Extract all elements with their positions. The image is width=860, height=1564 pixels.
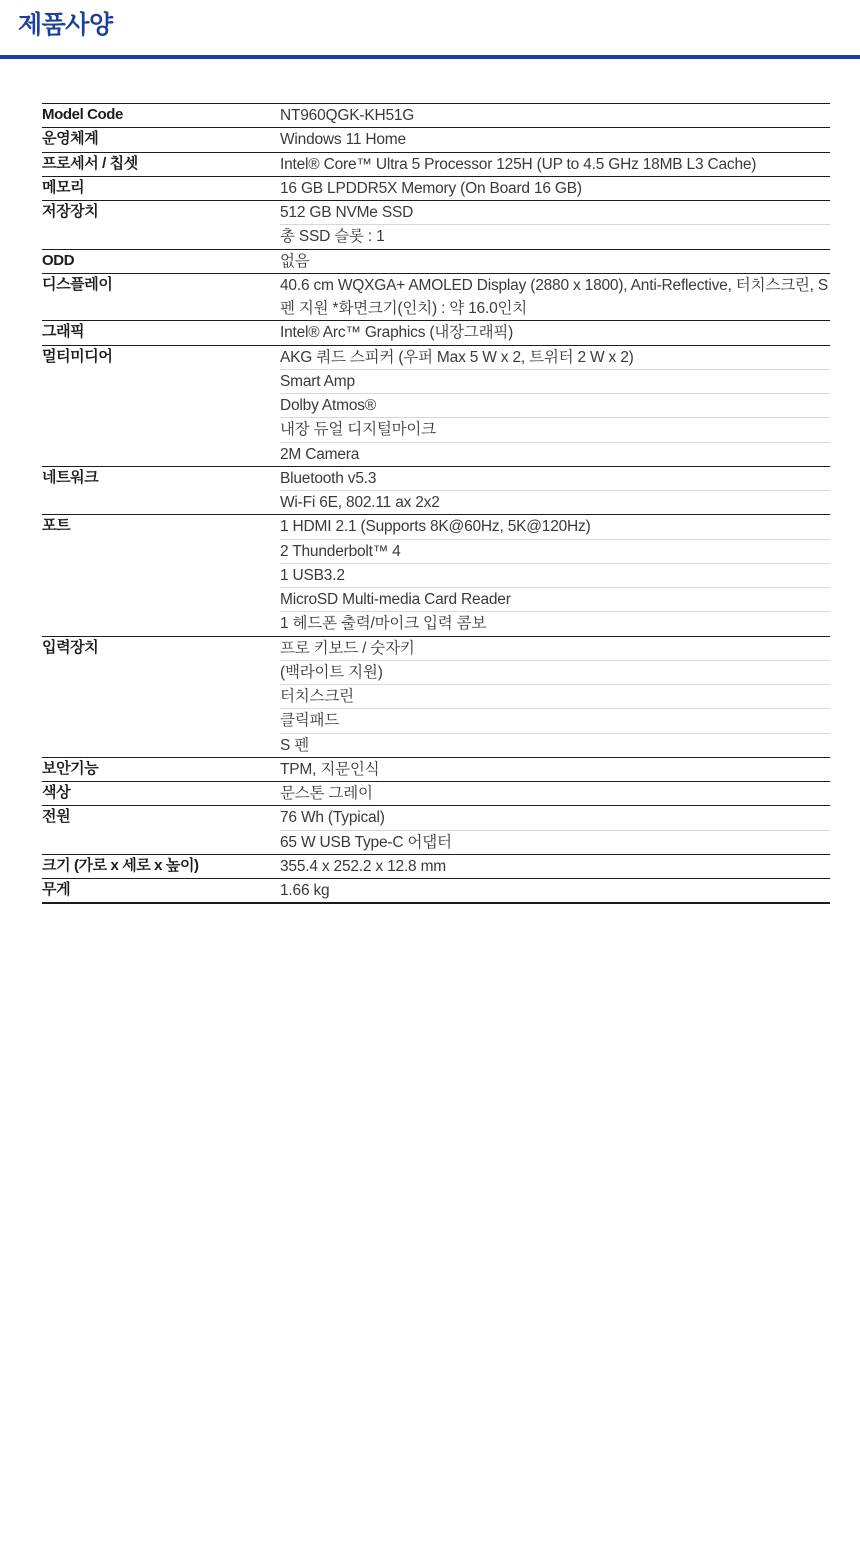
spec-value: 문스톤 그레이 bbox=[280, 782, 830, 806]
spec-value: NT960QGK-KH51G bbox=[280, 104, 830, 128]
spec-value: 355.4 x 252.2 x 12.8 mm bbox=[280, 854, 830, 878]
spec-value: Windows 11 Home bbox=[280, 128, 830, 152]
spec-value: MicroSD Multi-media Card Reader bbox=[280, 588, 830, 612]
spec-label: 메모리 bbox=[42, 176, 280, 200]
table-row bbox=[42, 176, 830, 200]
spec-label: 그래픽 bbox=[42, 321, 280, 345]
spec-value: 1 USB3.2 bbox=[280, 563, 830, 587]
table-row bbox=[42, 636, 830, 660]
spec-label: 운영체계 bbox=[42, 128, 280, 152]
spec-value: 없음 bbox=[280, 249, 830, 273]
spec-value: 1.66 kg bbox=[280, 879, 830, 903]
table-row bbox=[42, 806, 830, 830]
spec-value: 클릭패드 bbox=[280, 709, 830, 733]
spec-value: Dolby Atmos® bbox=[280, 394, 830, 418]
table-row bbox=[42, 249, 830, 273]
spec-table-container bbox=[0, 59, 860, 904]
spec-value: Wi-Fi 6E, 802.11 ax 2x2 bbox=[280, 491, 830, 515]
spec-value: 512 GB NVMe SSD bbox=[280, 201, 830, 225]
spec-table-body bbox=[42, 104, 830, 903]
spec-label: 입력장치 bbox=[42, 636, 280, 757]
spec-value: (백라이트 지원) bbox=[280, 660, 830, 684]
spec-label: 전원 bbox=[42, 806, 280, 855]
table-row bbox=[42, 515, 830, 539]
page-header bbox=[0, 0, 860, 51]
spec-value: Bluetooth v5.3 bbox=[280, 466, 830, 490]
spec-label: ODD bbox=[42, 249, 280, 273]
spec-value: 2M Camera bbox=[280, 442, 830, 466]
spec-value: Intel® Core™ Ultra 5 Processor 125H (UP to 4.5 GHz 18MB L3 Cache) bbox=[280, 152, 830, 176]
spec-value: 내장 듀얼 디지털마이크 bbox=[280, 418, 830, 442]
table-row bbox=[42, 201, 830, 225]
spec-label: Model Code bbox=[42, 104, 280, 128]
page-title: 제품사양 bbox=[18, 11, 113, 39]
table-row bbox=[42, 757, 830, 781]
spec-value: 총 SSD 슬롯 : 1 bbox=[280, 225, 830, 249]
spec-value: 1 헤드폰 출력/마이크 입력 콤보 bbox=[280, 612, 830, 636]
spec-value: 40.6 cm WQXGA+ AMOLED Display (2880 x 1800), Anti-Reflective, 터치스크린, S펜 지원 *화면크기(인치) : 약 16.0인치 bbox=[280, 273, 830, 321]
spec-value: Smart Amp bbox=[280, 369, 830, 393]
spec-value: Intel® Arc™ Graphics (내장그래픽) bbox=[280, 321, 830, 345]
spec-value: 16 GB LPDDR5X Memory (On Board 16 GB) bbox=[280, 176, 830, 200]
spec-value: 76 Wh (Typical) bbox=[280, 806, 830, 830]
table-row bbox=[42, 152, 830, 176]
spec-label: 저장장치 bbox=[42, 201, 280, 250]
spec-value: S 펜 bbox=[280, 733, 830, 757]
spec-value: 1 HDMI 2.1 (Supports 8K@60Hz, 5K@120Hz) bbox=[280, 515, 830, 539]
spec-label: 프로세서 / 칩셋 bbox=[42, 152, 280, 176]
spec-label: 디스플레이 bbox=[42, 273, 280, 321]
spec-value: TPM, 지문인식 bbox=[280, 757, 830, 781]
spec-label: 색상 bbox=[42, 782, 280, 806]
spec-value: 2 Thunderbolt™ 4 bbox=[280, 539, 830, 563]
table-row bbox=[42, 345, 830, 369]
spec-table bbox=[42, 103, 830, 902]
spec-label: 멀티미디어 bbox=[42, 345, 280, 466]
spec-value: 65 W USB Type-C 어댑터 bbox=[280, 830, 830, 854]
table-row bbox=[42, 273, 830, 321]
table-row bbox=[42, 879, 830, 903]
spec-value: 터치스크린 bbox=[280, 685, 830, 709]
table-bottom-divider bbox=[42, 902, 830, 904]
spec-label: 보안기능 bbox=[42, 757, 280, 781]
spec-value: 프로 키보드 / 숫자키 bbox=[280, 636, 830, 660]
table-row bbox=[42, 321, 830, 345]
table-row bbox=[42, 466, 830, 490]
spec-label: 무게 bbox=[42, 879, 280, 903]
table-row bbox=[42, 782, 830, 806]
spec-label: 크기 (가로 x 세로 x 높이) bbox=[42, 854, 280, 878]
spec-value: AKG 쿼드 스피커 (우퍼 Max 5 W x 2, 트위터 2 W x 2) bbox=[280, 345, 830, 369]
table-row bbox=[42, 128, 830, 152]
spec-label: 포트 bbox=[42, 515, 280, 636]
spec-label: 네트워크 bbox=[42, 466, 280, 515]
table-row bbox=[42, 104, 830, 128]
table-row bbox=[42, 854, 830, 878]
